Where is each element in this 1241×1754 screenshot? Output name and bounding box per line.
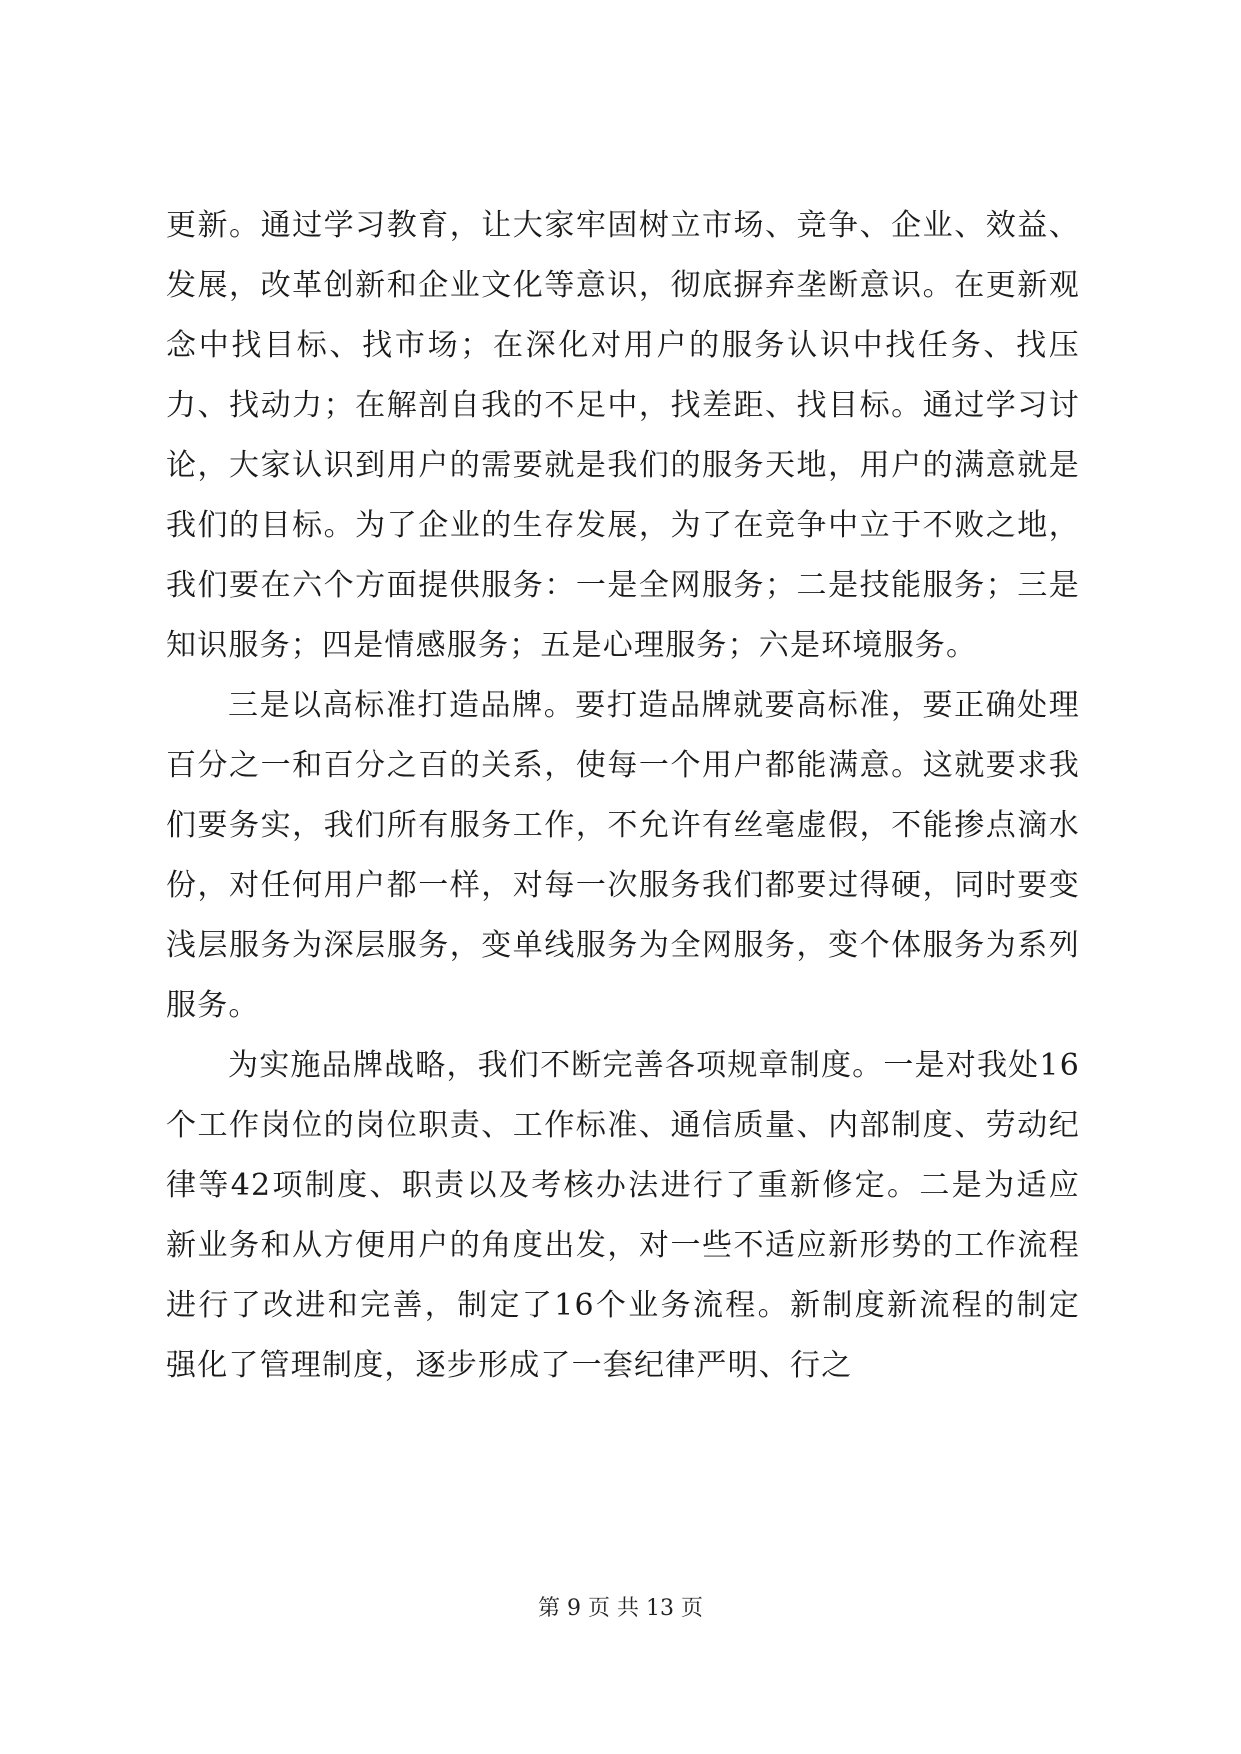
page-footer (0, 1594, 1241, 1624)
paragraph-2: 三是以高标准打造品牌。要打造品牌就要高标准，要正确处理百分之一和百分之百的关系，使每一个用户都能满意。这就要求我们要务实，我们所有服务工作，不允许有丝毫虚假，不能掺点滴水份，对任何用户都一样，对每一次服务我们都要过得硬，同时要变浅层服务为深层服务，变单线服务为全网服务，变个体服务为系列服务。 (166, 688, 1080, 1023)
paragraph-3: 为实施品牌战略，我们不断完善各项规章制度。一是对我处16个工作岗位的岗位职责、工作标准、通信质量、内部制度、劳动纪律等42项制度、职责以及考核办法进行了重新修定。二是为适应新业务和从方便用户的角度出发，对一些不适应新形势的工作流程进行了改进和完善，制定了16个业务流程。新制度新流程的制定强化了管理制度，逐步形成了一套纪律严明、行之 (166, 1048, 1080, 1383)
paragraph-1: 更新。通过学习教育，让大家牢固树立市场、竞争、企业、效益、发展，改革创新和企业文化等意识，彻底摒弃垄断意识。在更新观念中找目标、找市场；在深化对用户的服务认识中找任务、找压力、找动力；在解剖自我的不足中，找差距、找目标。通过学习讨论，大家认识到用户的需要就是我们的服务天地，用户的满意就是我们的目标。为了企业的生存发展，为了在竞争中立于不败之地，我们要在六个方面提供服务：一是全网服务；二是技能服务；三是知识服务；四是情感服务；五是心理服务；六是环境服务。 (166, 208, 1080, 663)
document-body (166, 196, 1080, 1396)
page-number-label: 第 9 页 共 13 页 (538, 1596, 703, 1621)
